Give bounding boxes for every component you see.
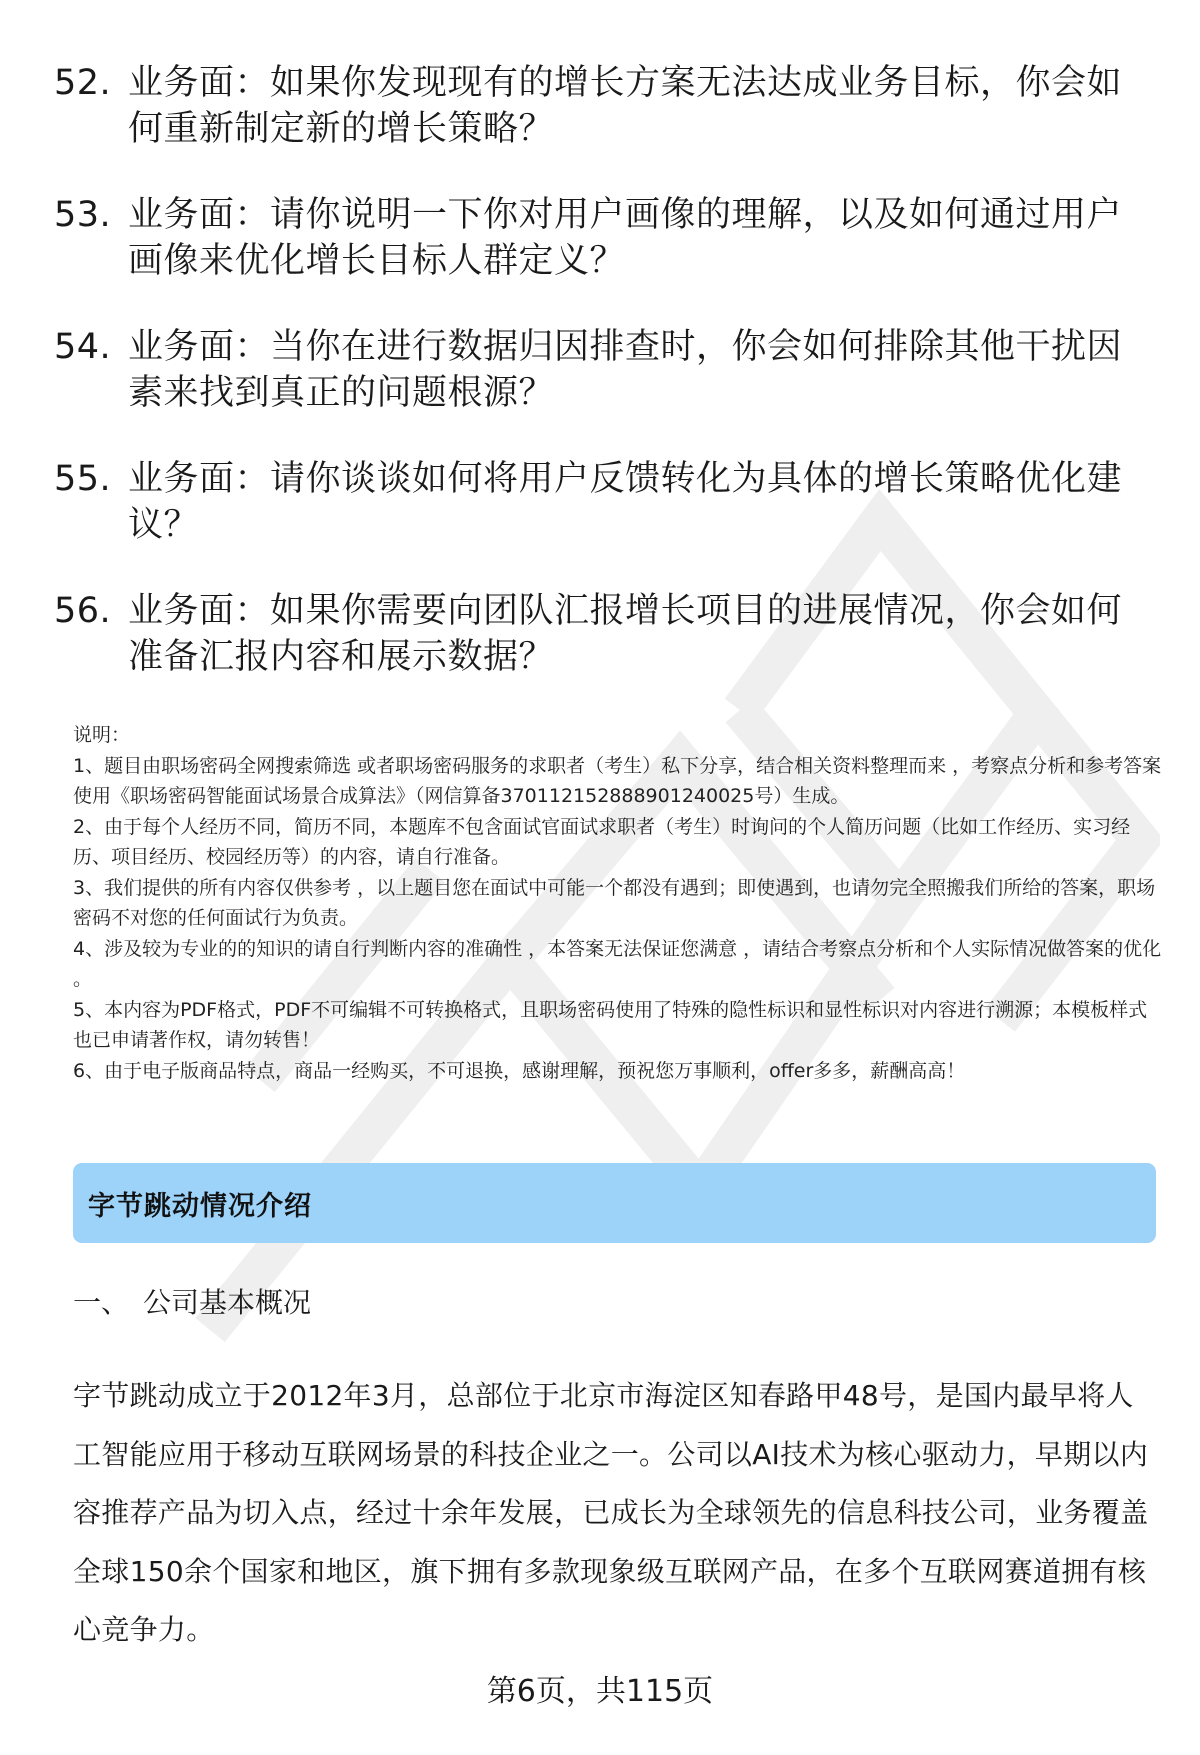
- question-number: 56.: [54, 591, 112, 631]
- page-number: 第6页，共115页: [486, 1674, 714, 1709]
- question-item: [54, 60, 1144, 152]
- notes-title: 说明：: [73, 724, 131, 746]
- question-text: 业务面：如果你需要向团队汇报增长项目的进展情况，你会如何准备汇报内容和展示数据？: [128, 591, 1123, 677]
- question-text: 业务面：请你说明一下你对用户画像的理解，以及如何通过用户画像来优化增长目标人群定义？: [128, 195, 1123, 281]
- question-item: [54, 192, 1144, 284]
- note-item: 3、我们提供的所有内容仅供参考 ，以上题目您在面试中可能一个都没有遇到；即使遇到，也请勿完全照搬我们所给的答案，职场密码不对您的任何面试行为负责。: [73, 876, 1156, 929]
- note-item: 1、题目由职场密码全网搜索筛选 或者职场密码服务的求职者（考生）私下分享，结合相关资料整理而来 ，考察点分析和参考答案使用《职场密码智能面试场景合成算法》（网信算备370112152888901240025号）生成。: [73, 754, 1162, 807]
- question-number: 55.: [54, 459, 112, 499]
- question-item: [54, 588, 1144, 680]
- question-number: 54.: [54, 327, 112, 367]
- question-item: [54, 324, 1144, 416]
- section-banner: [73, 1163, 1156, 1243]
- notes-section: [73, 720, 1163, 1086]
- note-item: 2、由于每个人经历不同，简历不同，本题库不包含面试官面试求职者（考生）时询问的个人简历问题（比如工作经历、实习经历、项目经历、校园经历等）的内容，请自行准备。: [73, 815, 1131, 868]
- question-text: 业务面：如果你发现现有的增长方案无法达成业务目标，你会如何重新制定新的增长策略？: [128, 63, 1123, 149]
- subsection-title: 公司基本概况: [143, 1286, 312, 1319]
- question-list: [54, 60, 1144, 720]
- question-number: 53.: [54, 195, 112, 235]
- question-item: [54, 456, 1144, 548]
- note-item: 6、由于电子版商品特点，商品一经购买，不可退换，感谢理解，预祝您万事顺利，offer多多，薪酬高高！: [73, 1059, 966, 1082]
- note-item: 5、本内容为PDF格式，PDF不可编辑不可转换格式，且职场密码使用了特殊的隐性标识和显性标识对内容进行溯源；本模板样式也已申请著作权，请勿转售！: [73, 998, 1148, 1051]
- question-text: 业务面：请你谈谈如何将用户反馈转化为具体的增长策略优化建议？: [128, 459, 1123, 545]
- company-overview-paragraph: 字节跳动成立于2012年3月，总部位于北京市海淀区知春路甲48号，是国内最早将人工智能应用于移动互联网场景的科技企业之一。公司以AI技术为核心驱动力，早期以内容推荐产品为切入点，经过十余年发展，已成长为全球领先的信息科技公司，业务覆盖全球150余个国家和地区，旗下拥有多款现象级互联网产品，在多个互联网赛道拥有核心竞争力。: [73, 1379, 1149, 1646]
- subsection-heading: [73, 1283, 311, 1323]
- question-text: 业务面：当你在进行数据归因排查时，你会如何排除其他干扰因素来找到真正的问题根源？: [128, 327, 1123, 413]
- note-item: 4、涉及较为专业的的知识的请自行判断内容的准确性 ，本答案无法保证您满意 ，请结合考察点分析和个人实际情况做答案的优化 。: [73, 937, 1162, 990]
- question-number: 52.: [54, 63, 112, 103]
- subsection-number: 一、: [73, 1286, 130, 1319]
- section-title: 字节跳动情况介绍: [88, 1190, 312, 1222]
